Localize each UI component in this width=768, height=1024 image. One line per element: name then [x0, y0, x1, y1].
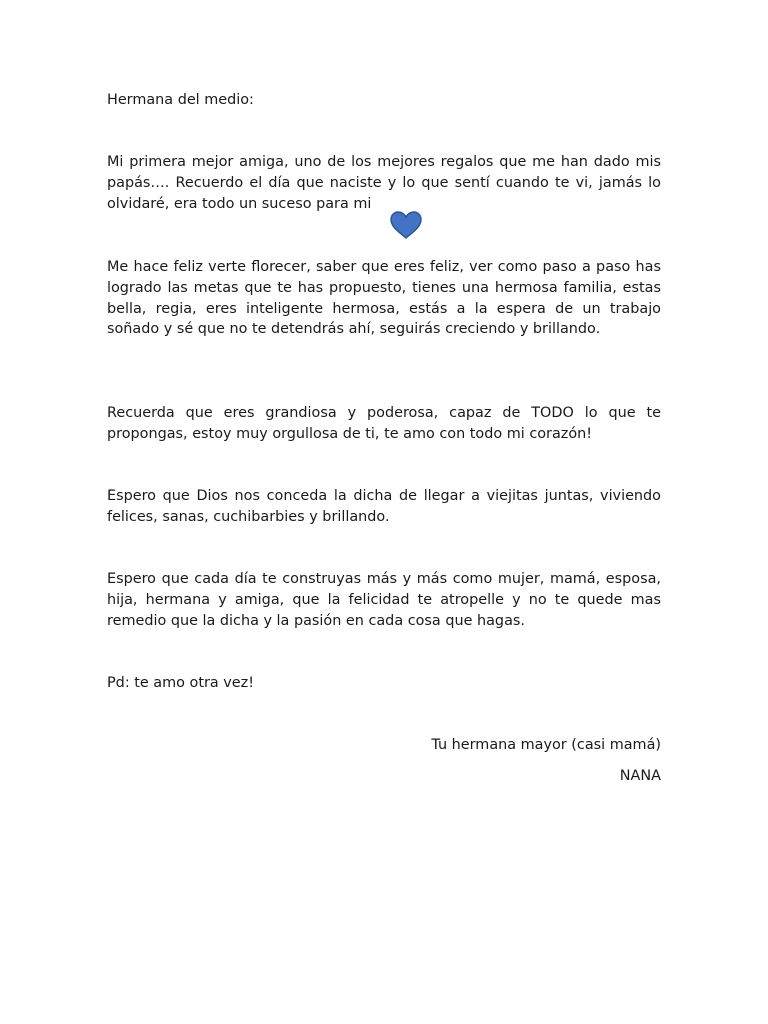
- letter-greeting: Hermana del medio:: [107, 92, 254, 108]
- letter-paragraph-5: Espero que cada día te construyas más y más como mujer, mamá, esposa, hija, hermana y amiga, que la felicidad te atropelle y no te quede mas remedio que la dicha y la pasión en cada cosa que hagas.: [107, 571, 661, 629]
- letter-signature: NANA: [619, 768, 661, 784]
- letter-page: [107, 0, 661, 1024]
- letter-postscript: Pd: te amo otra vez!: [107, 675, 254, 691]
- letter-paragraph-4: Espero que Dios nos conceda la dicha de llegar a viejitas juntas, viviendo felices, sanas, cuchibarbies y brillando.: [107, 488, 661, 525]
- letter-signoff: Tu hermana mayor (casi mamá): [431, 737, 661, 753]
- letter-paragraph-2: Me hace feliz verte florecer, saber que eres feliz, ver como paso a paso has logrado las metas que te has propuesto, tienes una hermosa familia, estas bella, regia, eres inteligente hermosa, estás a la espera de un trabajo soñado y sé que no te detendrás ahí, seguirás creciendo y brillando.: [107, 259, 661, 338]
- letter-paragraph-3: Recuerda que eres grandiosa y poderosa, capaz de TODO lo que te propongas, estoy muy orgullosa de ti, te amo con todo mi corazón!: [107, 405, 661, 442]
- heart-icon: [389, 210, 423, 240]
- letter-paragraph-1: Mi primera mejor amiga, uno de los mejores regalos que me han dado mis papás…. Recuerdo el día que naciste y lo que sentí cuando te vi, jamás lo olvidaré, era todo un suceso para mi: [107, 154, 661, 212]
